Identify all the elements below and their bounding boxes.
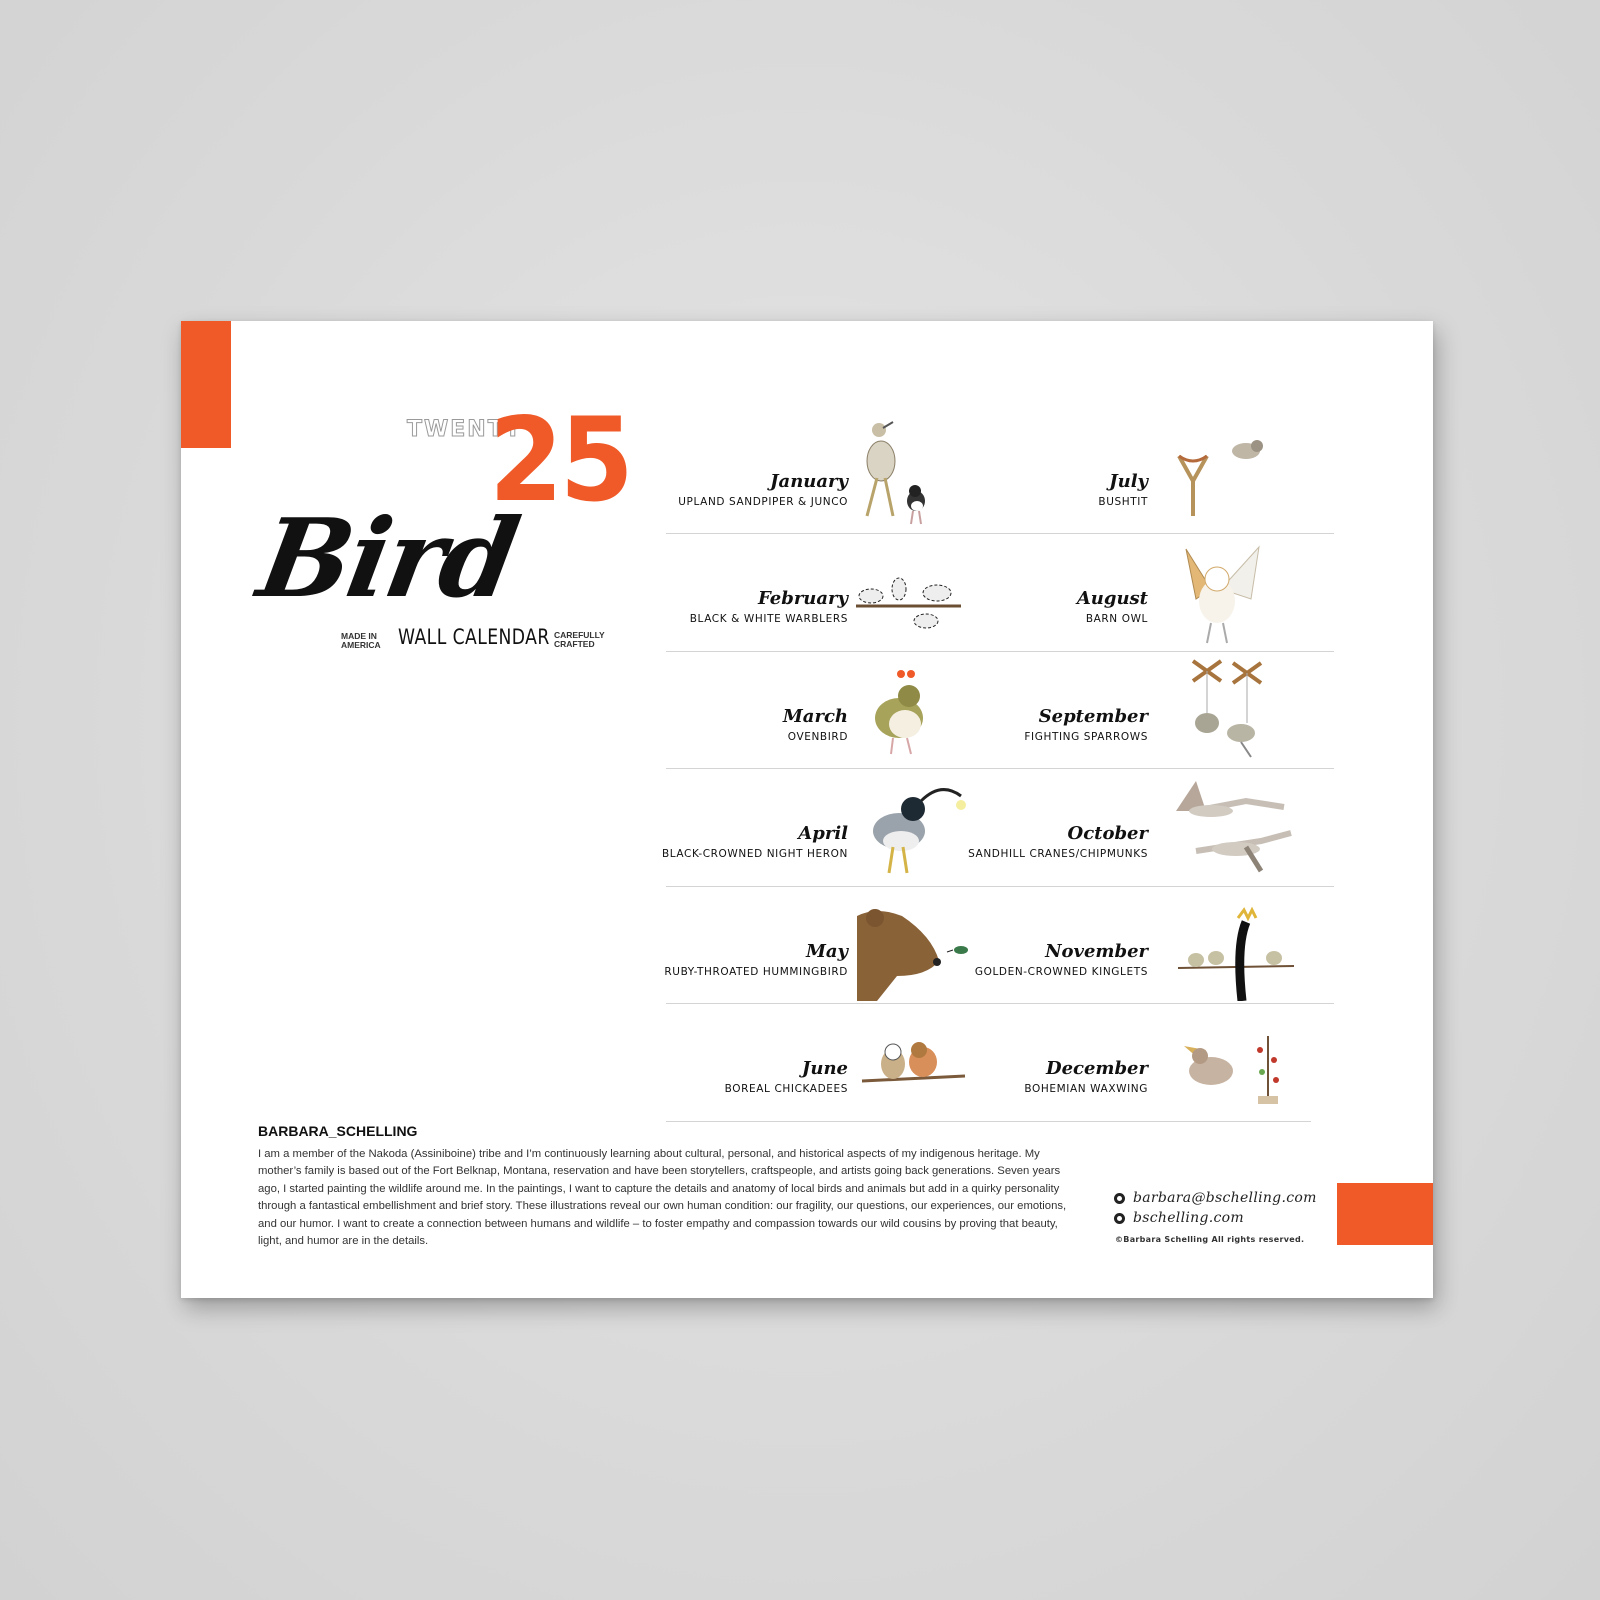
website-link[interactable]: bschelling.com [1133, 1210, 1244, 1226]
sandpiper-junco-illustration [851, 416, 941, 531]
month-name: June [801, 1058, 848, 1079]
artist-name: BARBARA_SCHELLING [258, 1123, 418, 1139]
month-name: July [1109, 471, 1148, 492]
month-name: October [1067, 823, 1148, 844]
month-name: September [1038, 706, 1148, 727]
artist-bio: I am a member of the Nakoda (Assiniboine) tribe and I’m continuously learning about cultural, personal, and historical aspects of my indigenous heritage. My mother’s family is based out of the Fort Belknap, Montana, reservation and have been storytellers, craftspeople, and artists going back generations. Seven years ago, I started painting the wildlife around me. In the paintings, I want to capture the details and anatomy of local birds and animals but add in a quirky personality through a fantastical embellishment and brief story. These illustrations reveal our own human condition: our fragility, our questions, our experiences, our emotions, and our humor. I want to create a connection between humans and wildlife – to foster empathy and compassion towards our wild cousins by proving that beauty, light, and humor are in the details. [258, 1148, 1067, 1248]
month-subject: SANDHILL CRANES/CHIPMUNKS [968, 848, 1148, 860]
month-name: May [805, 941, 848, 962]
month-september [928, 706, 1148, 743]
contact-block [1114, 1188, 1317, 1228]
month-name: November [1045, 941, 1148, 962]
email-link[interactable]: barbara@bschelling.com [1133, 1190, 1317, 1206]
month-subject: BUSHTIT [1098, 496, 1148, 508]
month-february [628, 588, 848, 625]
wall-calendar-label: WALL CALENDAR [398, 625, 550, 649]
month-name: March [782, 706, 848, 727]
month-name: August [1076, 588, 1148, 609]
month-subject: UPLAND SANDPIPER & JUNCO [678, 496, 848, 508]
website-row [1114, 1208, 1317, 1228]
month-subject: BLACK-CROWNED NIGHT HERON [661, 848, 848, 860]
title-year: 25 [489, 393, 631, 528]
month-name: December [1045, 1058, 1148, 1079]
bushtit-illustration [1171, 426, 1281, 521]
month-subject: GOLDEN-CROWNED KINGLETS [974, 966, 1148, 978]
waxwing-illustration [1176, 1026, 1291, 1116]
month-subject: FIGHTING SPARROWS [1024, 731, 1148, 743]
month-name: February [757, 588, 848, 609]
title-bird: Bird [249, 496, 525, 622]
month-subject: BOHEMIAN WAXWING [1024, 1083, 1148, 1095]
accent-bar-top-left [181, 321, 231, 448]
email-icon [1114, 1193, 1125, 1204]
calendar-cover [181, 321, 1433, 1298]
web-icon [1114, 1213, 1125, 1224]
barn-owl-illustration [1181, 539, 1261, 649]
month-july [928, 471, 1148, 508]
month-subject: OVENBIRD [787, 731, 848, 743]
night-heron-illustration [861, 781, 976, 881]
warblers-illustration [851, 571, 966, 646]
month-subject: BARN OWL [1085, 613, 1148, 625]
chickadees-illustration [857, 1036, 967, 1096]
row-divider [666, 768, 1334, 769]
made-in-label: MADE IN AMERICA [341, 631, 381, 650]
row-divider [666, 651, 1334, 652]
month-subject: BLACK & WHITE WARBLERS [689, 613, 848, 625]
month-june [628, 1058, 848, 1095]
row-divider [666, 533, 1334, 534]
row-divider [666, 1121, 1311, 1122]
carefully-crafted-label: CAREFULLY CRAFTED [554, 630, 605, 649]
month-march [628, 706, 848, 743]
month-subject: BOREAL CHICKADEES [724, 1083, 848, 1095]
fighting-sparrows-illustration [1181, 653, 1276, 763]
accent-bar-bottom-right [1337, 1183, 1433, 1245]
month-name: April [798, 823, 848, 844]
bear-hummingbird-illustration [857, 906, 977, 1001]
sandhill-cranes-illustration [1166, 771, 1296, 881]
ovenbird-illustration [861, 666, 941, 761]
row-divider [666, 1003, 1334, 1004]
row-divider [666, 886, 1334, 887]
month-name: January [770, 471, 848, 492]
month-january [628, 471, 848, 508]
month-subject: RUBY-THROATED HUMMINGBIRD [664, 966, 848, 978]
email-row [1114, 1188, 1317, 1208]
month-april [628, 823, 848, 860]
copyright-notice: ©Barbara Schelling All rights reserved. [1115, 1235, 1305, 1244]
title-twenty: TWENTY [407, 417, 523, 442]
kinglets-goose-illustration [1176, 906, 1296, 1001]
month-may [628, 941, 848, 978]
